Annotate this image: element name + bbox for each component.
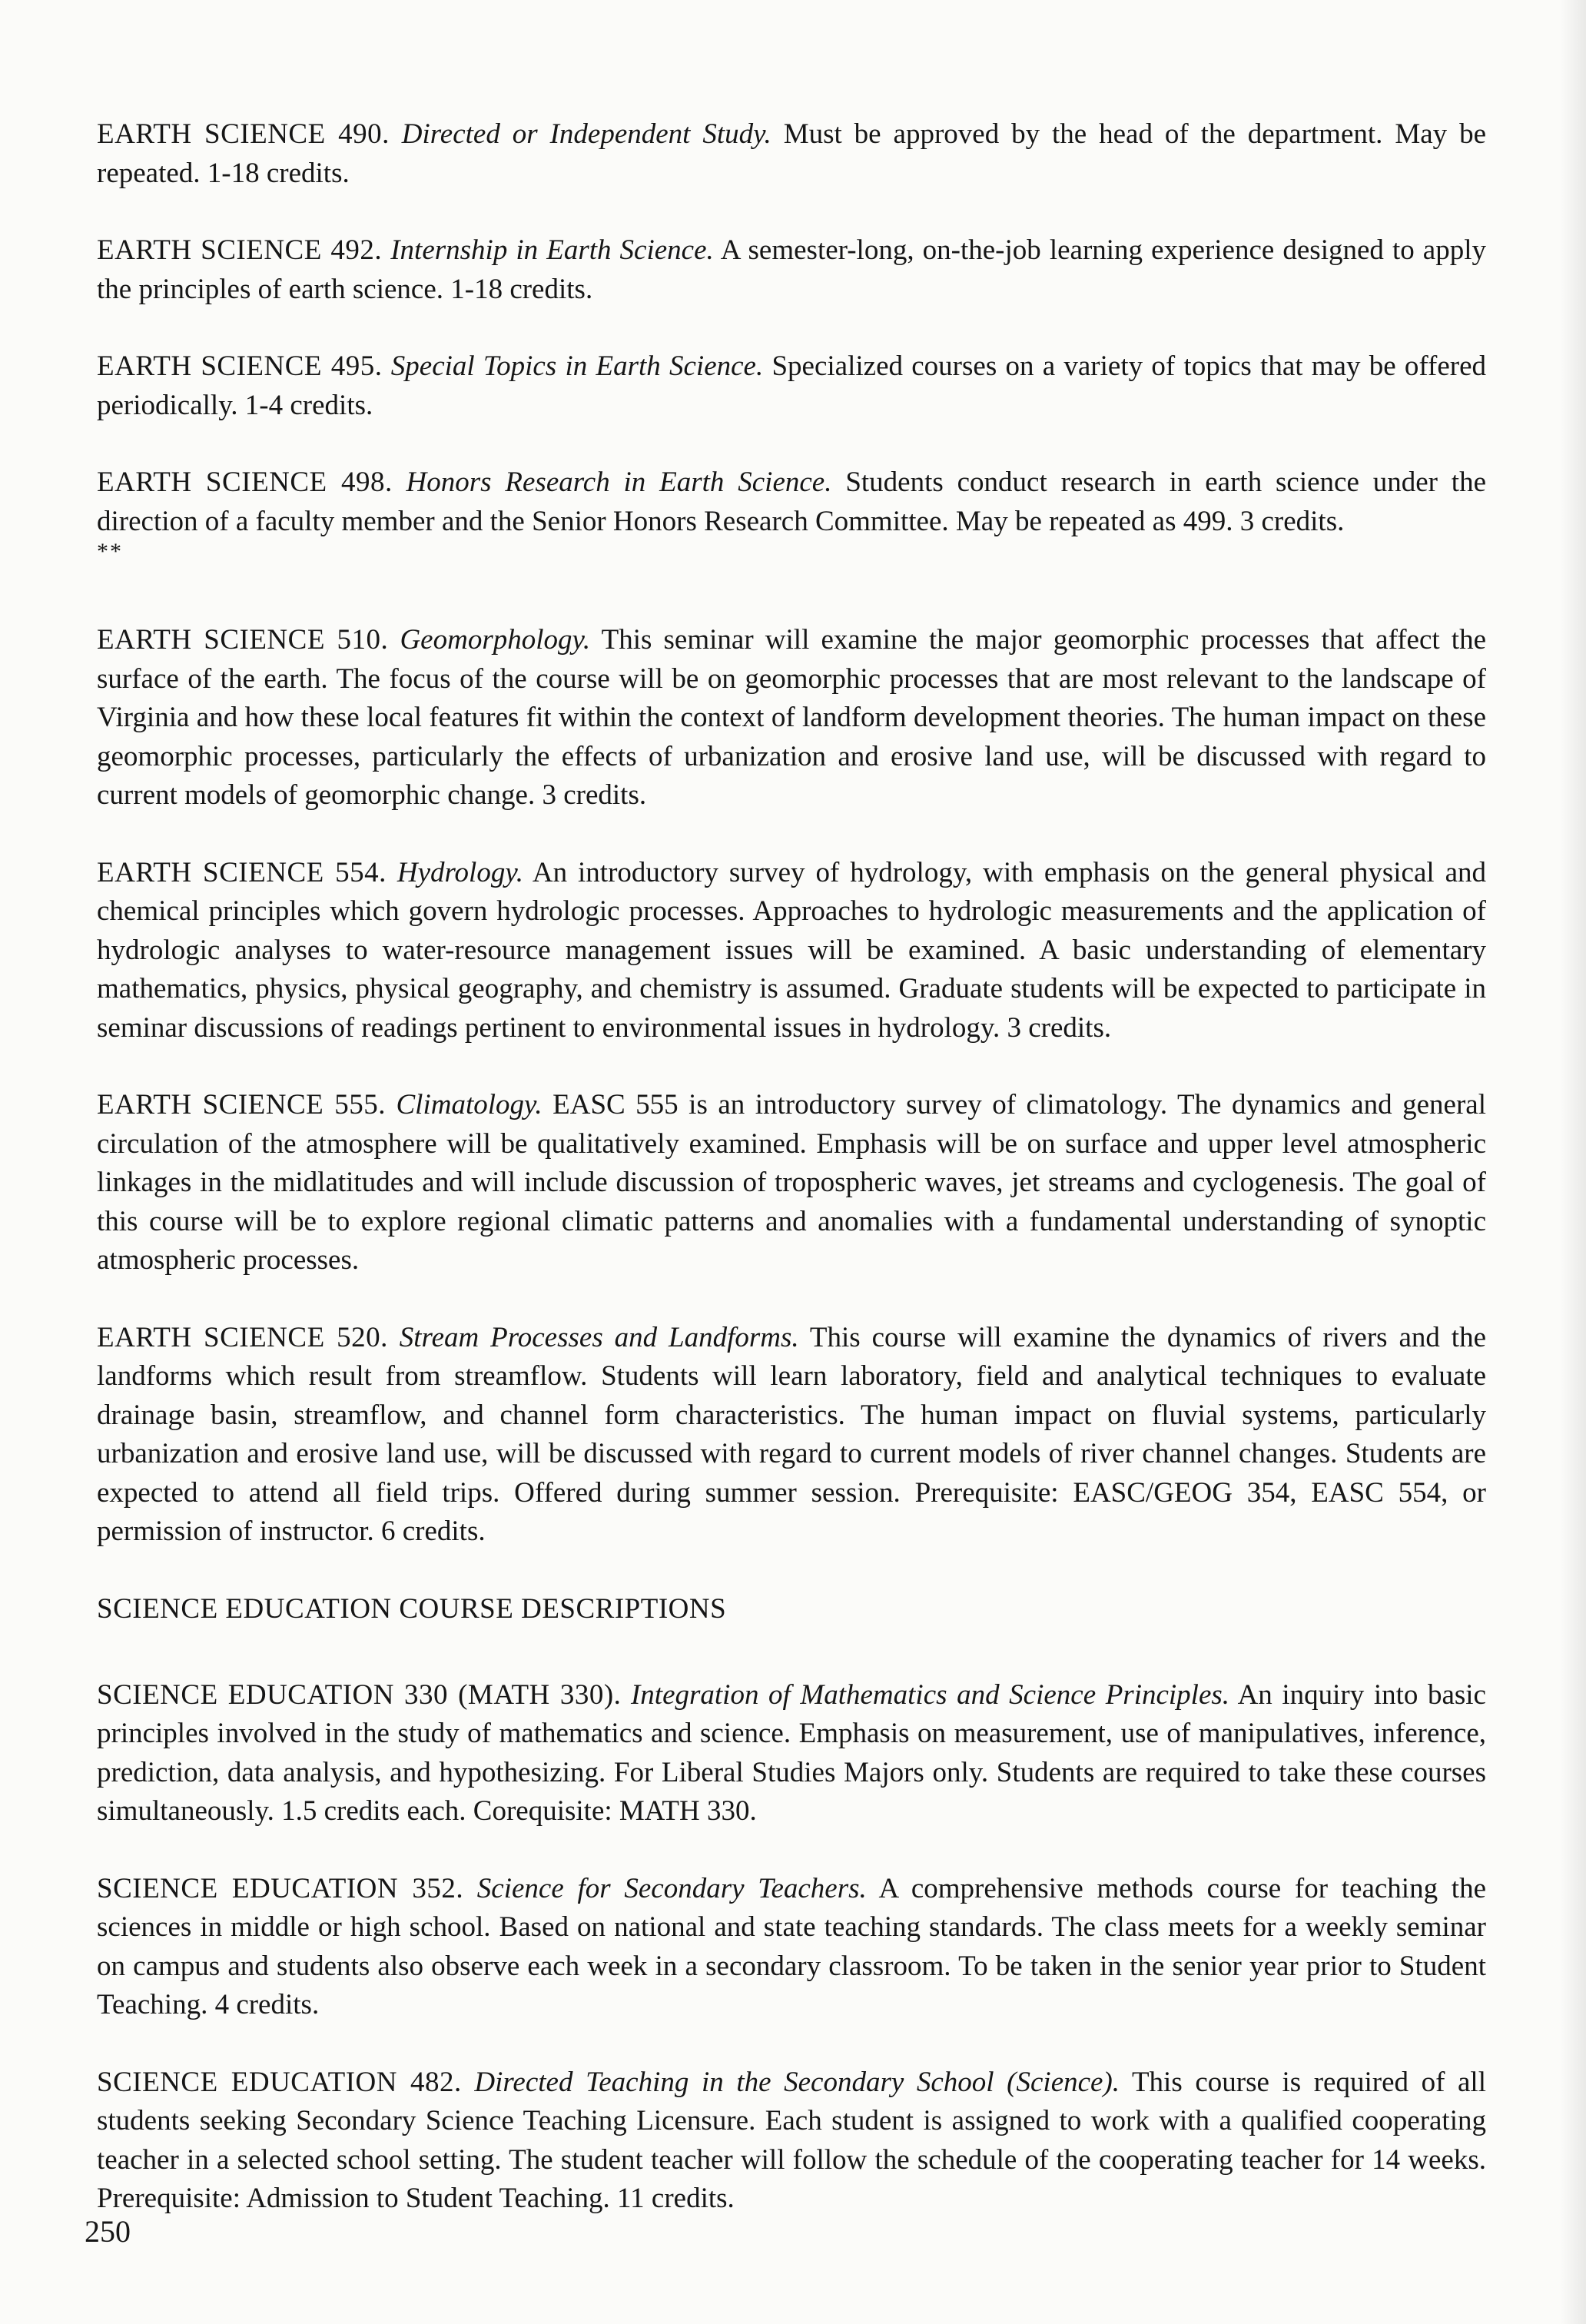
course-title: Integration of Mathematics and Science Principles. xyxy=(630,1678,1230,1711)
course-description: An inquiry into basic principles involved in the study of mathematics and science. Emphasis on measurement, use of manipulatives, inference, prediction, data analysis, and hypothesizing. For Liberal Studies Majors only. Students are required to take these courses simultaneously. 1.5 credits each. Corequisite: MATH 330. xyxy=(97,1678,1486,1827)
course-entry-sced-330 xyxy=(97,1676,1486,1831)
course-number: EARTH SCIENCE 554. xyxy=(97,856,387,888)
course-number: EARTH SCIENCE 490. xyxy=(97,118,390,150)
course-title: Directed or Independent Study. xyxy=(401,118,771,150)
course-number: SCIENCE EDUCATION 352. xyxy=(97,1872,464,1904)
course-entry-easc-495 xyxy=(97,347,1486,425)
course-title: Hydrology. xyxy=(396,856,523,888)
course-entry-easc-492 xyxy=(97,231,1486,309)
course-title: Internship in Earth Science. xyxy=(390,234,714,266)
course-entry-easc-498 xyxy=(97,463,1486,541)
course-title: Geomorphology. xyxy=(400,624,591,656)
asterisk-marker: ** xyxy=(97,539,123,564)
section-heading: SCIENCE EDUCATION COURSE DESCRIPTIONS xyxy=(97,1592,727,1625)
course-description-page xyxy=(97,115,1486,2257)
course-number: EARTH SCIENCE 492. xyxy=(97,234,383,266)
course-description: This seminar will examine the major geomorphic processes that affect the surface of the earth. The focus of the course will be on geomorphic processes that are most relevant to the landscape of Virginia and how these local features fit within the context of landform development theories. The human impact on these geomorphic processes, particularly the effects of urbanization and erosive land use, will be discussed with regard to current models of geomorphic change. 3 credits. xyxy=(97,624,1487,811)
course-title: Science for Secondary Teachers. xyxy=(476,1872,867,1904)
course-number: SCIENCE EDUCATION 482. xyxy=(97,2066,462,2098)
course-number: EARTH SCIENCE 495. xyxy=(97,350,383,382)
course-title: Special Topics in Earth Science. xyxy=(390,350,764,382)
course-description: This course is required of all students seeking Secondary Science Teaching Licensure. Each student is assigned to work with a qualified cooperating teacher in a selected school setting. The student teacher will follow the schedule of the cooperating teacher for 14 weeks. Prerequisite: Admission to Student Teaching. 11 credits. xyxy=(97,2066,1486,2214)
course-entry-easc-510 xyxy=(97,621,1486,815)
course-number: EARTH SCIENCE 555. xyxy=(97,1089,386,1120)
course-title: Directed Teaching in the Secondary School (Science). xyxy=(474,2066,1120,2098)
page-number: 250 xyxy=(85,2214,131,2249)
course-entry-easc-520 xyxy=(97,1319,1486,1552)
course-description: This course will examine the dynamics of rivers and the landforms which result from streamflow. Students will learn laboratory, field and analytical techniques to evaluate drainage basin, streamflow, and channel form characteristics. The human impact on fluvial systems, particularly urbanization and erosive land use, will be discussed with regard to current models of river channel changes. Students are expected to attend all field trips. Offered during summer session. Prerequisite: EASC/GEOG 354, EASC 554, or permission of instructor. 6 credits. xyxy=(97,1321,1487,1547)
course-title: Honors Research in Earth Science. xyxy=(406,466,832,498)
course-entry-easc-555 xyxy=(97,1086,1486,1280)
course-number: EARTH SCIENCE 510. xyxy=(97,624,389,656)
course-title: Climatology. xyxy=(396,1089,542,1120)
course-number: SCIENCE EDUCATION 330 (MATH 330). xyxy=(97,1678,622,1711)
course-title: Stream Processes and Landforms. xyxy=(399,1321,799,1353)
course-entry-easc-490 xyxy=(97,115,1486,193)
course-entry-sced-482 xyxy=(97,2063,1486,2219)
course-description: Specialized courses on a variety of topics that may be offered periodically. 1-4 credits. xyxy=(97,350,1487,421)
course-description: A comprehensive methods course for teaching the sciences in middle or high school. Based on national and state teaching standards. The class meets for a weekly seminar on campus and students also observe each week in a secondary classroom. To be taken in the senior year prior to Student Teaching. 4 credits. xyxy=(97,1872,1487,2020)
course-entry-sced-352 xyxy=(97,1870,1486,2025)
course-description: An introductory survey of hydrology, with emphasis on the general physical and chemical principles which govern hydrologic processes. Approaches to hydrologic measurements and the application of hydrologic analyses to water-resource management issues will be examined. A basic understanding of elementary mathematics, physics, physical geography, and chemistry is assumed. Graduate students will be expected to participate in seminar discussions of readings pertinent to environmental issues in hydrology. 3 credits. xyxy=(97,856,1487,1044)
course-description: EASC 555 is an introductory survey of climatology. The dynamics and general circulation of the atmosphere will be qualitatively examined. Emphasis will be on surface and upper level atmospheric linkages in the midlatitudes and will include discussion of tropospheric waves, jet streams and cyclogenesis. The goal of this course will be to explore regional climatic patterns and anomalies with a fundamental understanding of synoptic atmospheric processes. xyxy=(97,1089,1487,1276)
course-description: Must be approved by the head of the department. May be repeated. 1-18 credits. xyxy=(97,118,1486,189)
course-description: Students conduct research in earth science under the direction of a faculty member and the Senior Honors Research Committee. May be repeated as 499. 3 credits. xyxy=(97,466,1487,537)
page-edge-shadow xyxy=(1560,0,1586,2324)
course-entry-easc-554 xyxy=(97,854,1486,1048)
course-number: EARTH SCIENCE 520. xyxy=(97,1321,388,1353)
course-description: A semester-long, on-the-job learning experience designed to apply the principles of earth science. 1-18 credits. xyxy=(97,234,1487,305)
course-number: EARTH SCIENCE 498. xyxy=(97,466,393,498)
